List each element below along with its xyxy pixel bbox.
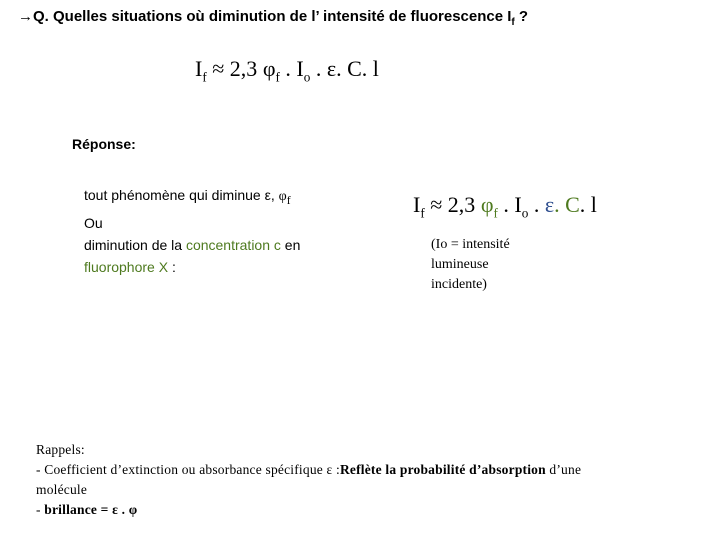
formula2-l: . l — [579, 192, 597, 217]
rappels-line-2: molécule — [36, 482, 88, 497]
formula-phi: φ — [262, 56, 276, 81]
question-title — [18, 8, 528, 28]
answer-line-1-text: tout phénomène qui diminue ε, — [84, 187, 279, 203]
answer-line-3 — [84, 234, 374, 256]
rappels-title: Rappels: — [36, 442, 85, 457]
formula-i: I — [195, 56, 203, 81]
formula-main — [195, 56, 379, 85]
formula2-io-sub: o — [521, 205, 529, 221]
formula2-phi: φ — [480, 192, 494, 217]
answer-line-4-end: : — [168, 258, 176, 275]
question-end: ? — [514, 8, 529, 25]
rappels-line-3-a: - — [36, 502, 45, 517]
rappels-line-1-bold: Reflète la probabilité d’absorption — [339, 462, 546, 477]
rappels-line-1-a: - Coefficient d’extinction ou absorbance spécifique ε : — [36, 462, 340, 477]
rappels-line-1 — [36, 460, 686, 480]
formula-second — [413, 192, 597, 221]
answer-block — [84, 184, 374, 278]
formula-io-sub: o — [303, 69, 311, 85]
formula2-dot: . — [528, 192, 545, 217]
answer-line-3-text: diminution de la — [84, 236, 186, 253]
rappels-block — [36, 440, 686, 520]
answer-line-1 — [84, 184, 374, 212]
rappels-brillance: brillance = ε . φ — [44, 502, 138, 517]
formula2-c: . C — [554, 192, 580, 217]
formula2-io: . I — [497, 192, 522, 217]
formula-io: . I — [279, 56, 304, 81]
formula-rest: . ε. C. l — [310, 56, 379, 81]
io-note — [431, 235, 551, 295]
io-note-line-2: lumineuse — [431, 257, 489, 272]
formula2-eps: ε — [544, 192, 555, 217]
answer-concentration: concentration c — [185, 236, 281, 253]
answer-line-2: Ou — [84, 214, 103, 231]
formula-i-sub: f — [202, 69, 207, 85]
formula2-i-sub: f — [420, 205, 425, 221]
io-note-line-3: incidente) — [431, 277, 487, 292]
formula2-approx: ≈ 2,3 — [424, 192, 481, 217]
answer-phi-sub: f — [286, 193, 291, 207]
formula-approx: ≈ 2,3 — [206, 56, 263, 81]
rappels-line-1-c: d’une — [545, 462, 582, 477]
formula-phi-sub: f — [275, 69, 280, 85]
io-note-line-1: (Io = intensité — [431, 237, 510, 252]
question-sub: f — [511, 17, 515, 28]
answer-line-3-end: en — [280, 236, 301, 253]
answer-phi: φ — [278, 189, 287, 204]
response-label: Réponse: — [72, 136, 136, 152]
formula2-i: I — [413, 192, 421, 217]
rappels-line-3 — [36, 500, 686, 520]
answer-line-4 — [84, 256, 374, 278]
question-text: Q. Quelles situations où diminution de l’ intensité de fluorescence I — [33, 8, 512, 25]
answer-fluorophore: fluorophore X — [84, 258, 169, 275]
formula2-phi-sub: f — [493, 205, 498, 221]
arrow-icon: → — [18, 8, 33, 25]
